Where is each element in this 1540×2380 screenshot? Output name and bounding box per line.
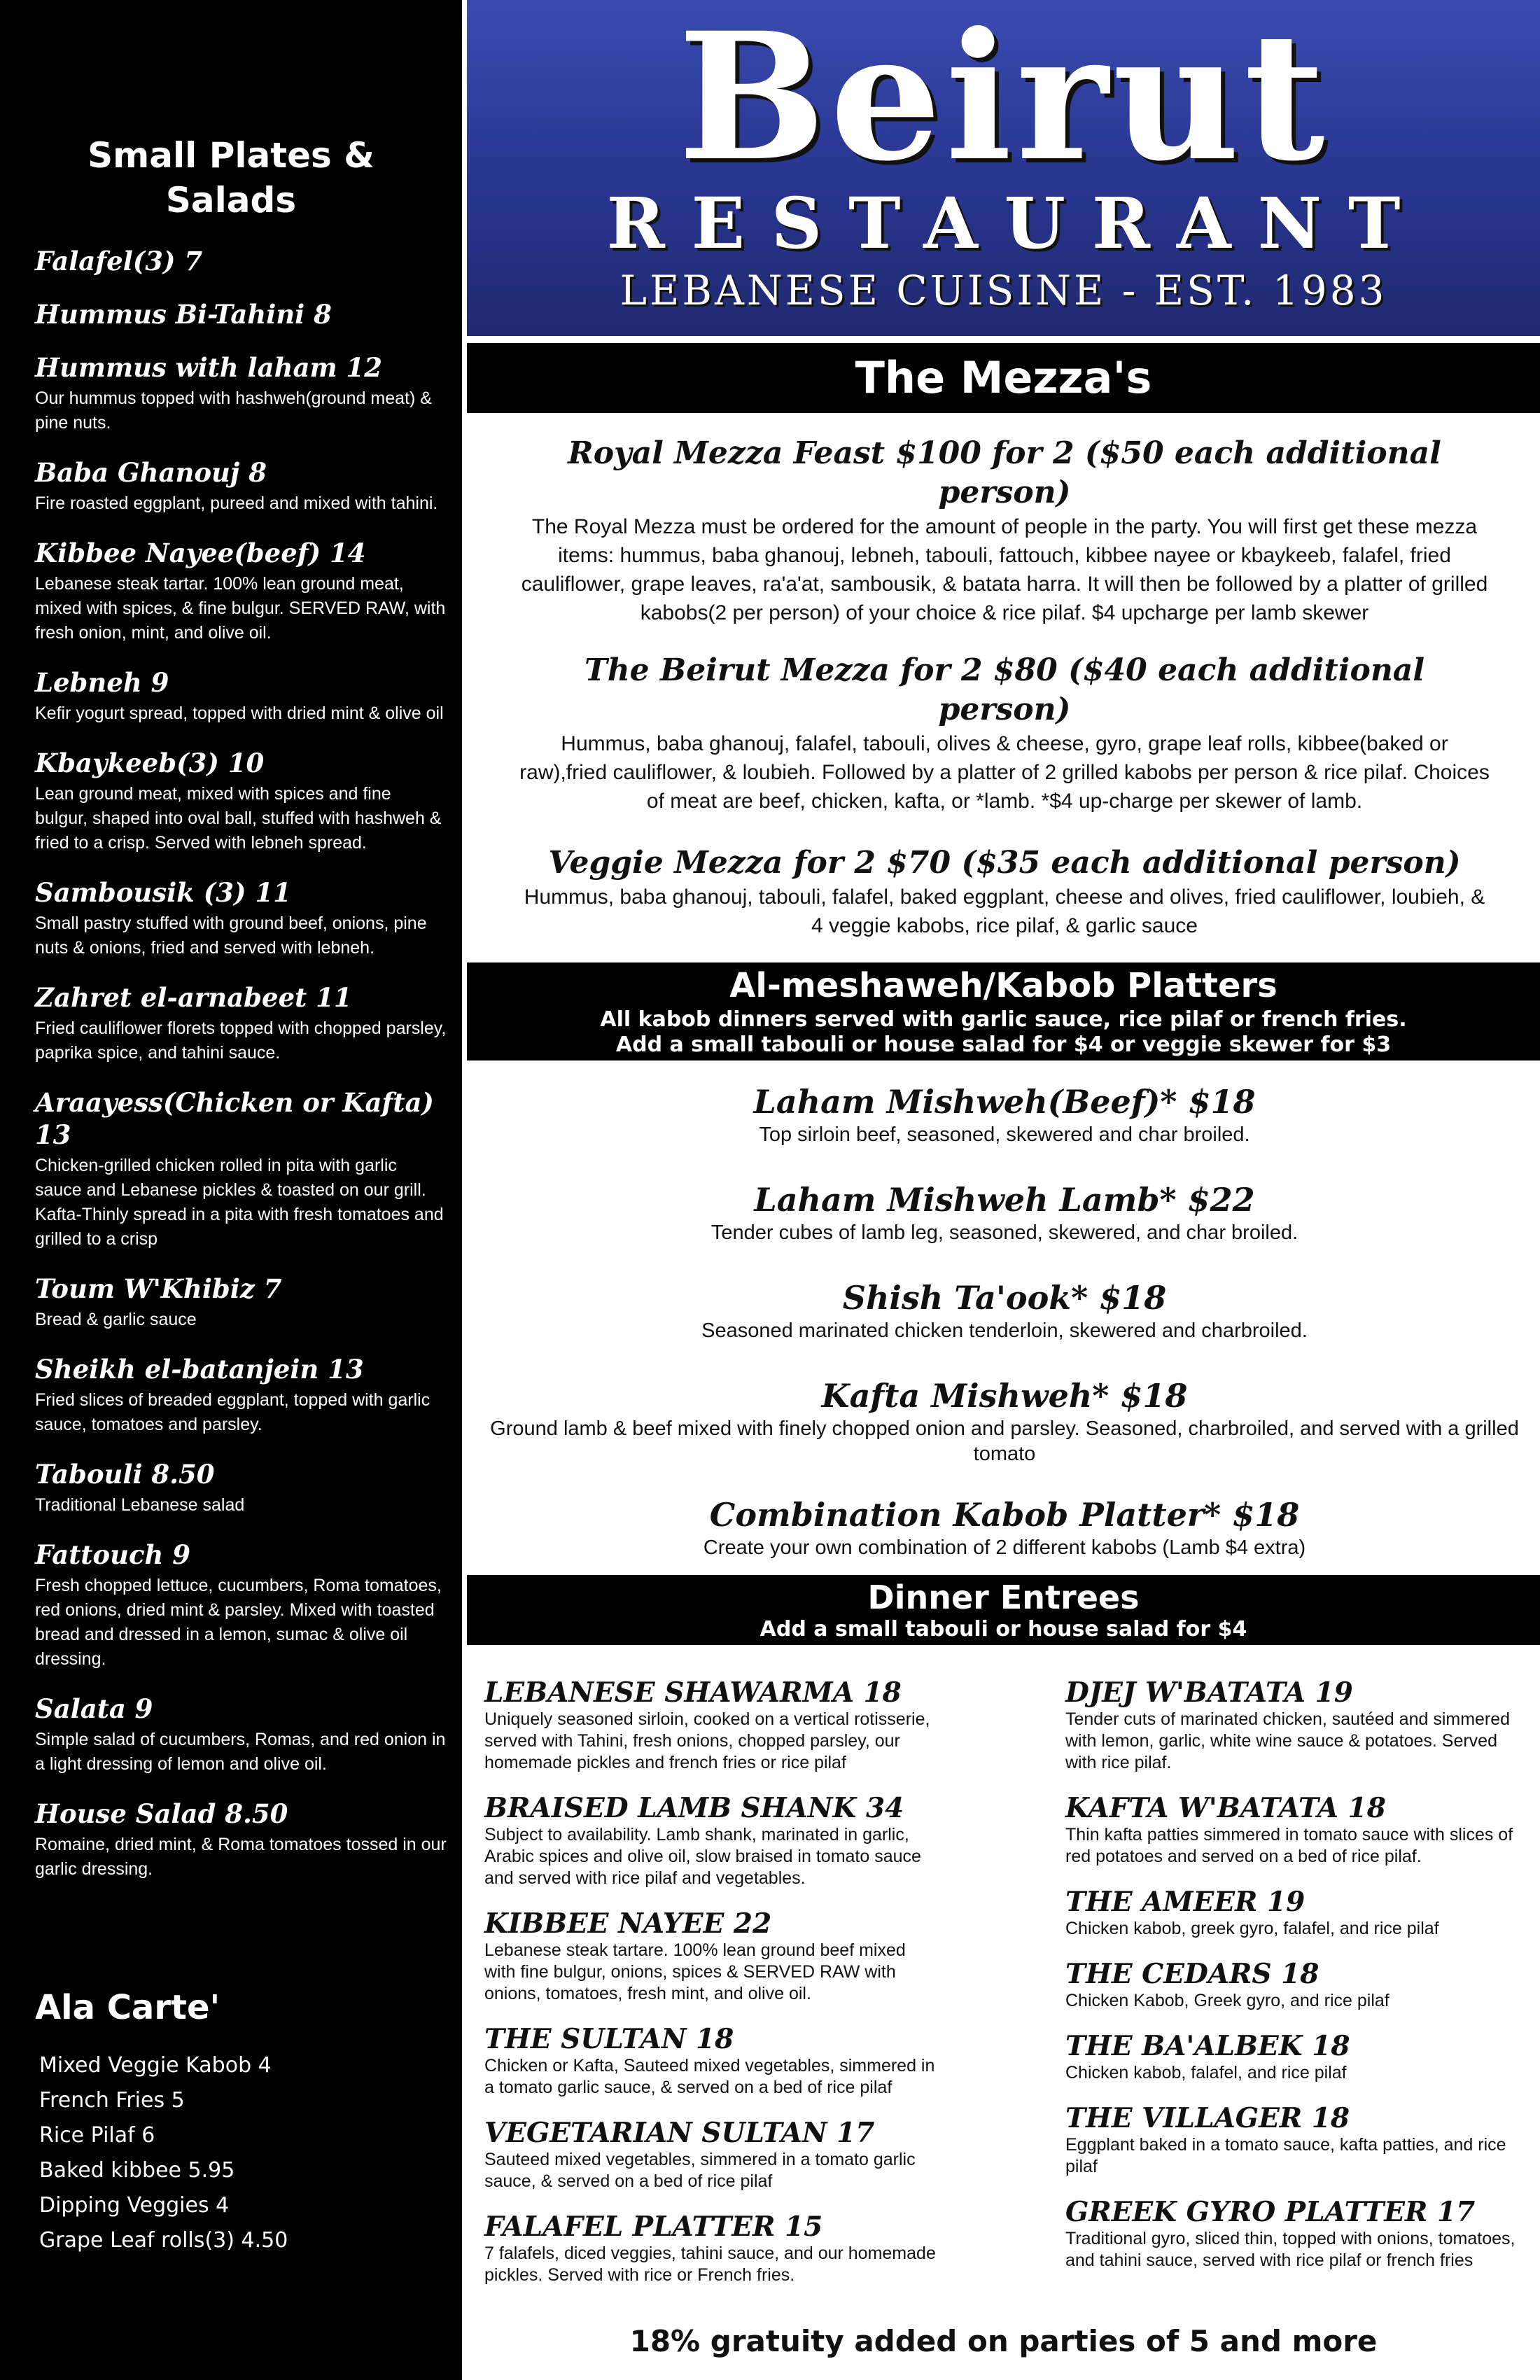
entree-item-name: THE CEDARS 18	[1065, 1958, 1320, 1990]
entree-item-desc: Subject to availability. Lamb shank, marinated in garlic, Arabic spices and olive oil, slow braised in tomato sauce and served with rice pilaf and vegetables.	[484, 1825, 921, 1888]
small-plate-item-name: Zahret el-arnabeet 11	[35, 982, 352, 1013]
ala-carte-list	[35, 2048, 448, 2258]
sidebar-small-plates	[0, 0, 462, 2380]
entree-item	[484, 1907, 939, 2005]
kabob-title: Al-meshaweh/Kabob Platters	[729, 966, 1278, 1005]
entree-item-desc: Thin kafta patties simmered in tomato sauce with slices of red potatoes and served on a bed of rice pilaf.	[1065, 1825, 1513, 1866]
small-plate-item	[35, 747, 448, 855]
small-plate-item-name: Falafel(3) 7	[35, 246, 203, 276]
entree-item	[1065, 2196, 1520, 2272]
small-plate-item-desc: Fire roasted eggplant, pureed and mixed with tahini.	[35, 493, 438, 513]
entree-item-name: FALAFEL PLATTER 15	[484, 2211, 823, 2243]
small-plate-item	[35, 537, 448, 645]
small-plate-item	[35, 245, 448, 277]
entree-item-name: BRAISED LAMB SHANK 34	[484, 1792, 904, 1824]
small-plate-item-name: Hummus Bi-Tahini 8	[35, 299, 332, 330]
small-plate-item-desc: Lean ground meat, mixed with spices and fine bulgur, shaped into oval ball, stuffed with hashweh & fried to a crisp. Served with lebneh spread.	[35, 784, 442, 853]
kabob-item-desc: Seasoned marinated chicken tenderloin, skewered and charbroiled.	[701, 1320, 1308, 1342]
mezza-item	[518, 844, 1491, 940]
small-plate-item	[35, 456, 448, 516]
mezza-item-name: Royal Mezza Feast $100 for 2 ($50 each additional person)	[568, 435, 1441, 510]
small-plate-item-desc: Chicken-grilled chicken rolled in pita with garlic sauce and Lebanese pickles & toasted on our grill. Kafta-Thinly spread in a pita with fresh tomatoes and grilled to a crisp	[35, 1156, 444, 1249]
entree-item-name: THE BA'ALBEK 18	[1065, 2030, 1350, 2062]
small-plate-item-desc: Kefir yogurt spread, topped with dried mint & olive oil	[35, 704, 444, 723]
entree-item	[484, 1792, 939, 1889]
small-plate-item-desc: Lebanese steak tartar. 100% lean ground meat, mixed with spices, & fine bulgur. SERVED RAW, with fresh onion, mint, and olive oil.	[35, 574, 446, 643]
mezza-item	[518, 651, 1491, 816]
entree-item	[484, 1676, 939, 1774]
ala-carte-item: Mixed Veggie Kabob 4	[39, 2053, 272, 2078]
entree-item	[1065, 1958, 1520, 2012]
entree-item-name: KAFTA W'BATATA 18	[1065, 1792, 1386, 1824]
small-plate-item	[35, 981, 448, 1065]
entree-item-desc: Eggplant baked in a tomato sauce, kafta patties, and rice pilaf	[1065, 2135, 1506, 2176]
mezza-title: The Mezza's	[855, 352, 1152, 403]
kabob-item	[490, 1376, 1519, 1466]
small-plate-item-desc: Fried slices of breaded eggplant, topped with garlic sauce, tomatoes and parsley.	[35, 1390, 430, 1434]
ala-carte-item: Rice Pilaf 6	[39, 2123, 155, 2148]
kabob-header-bar	[467, 962, 1540, 1060]
small-plate-item	[35, 1539, 448, 1672]
entree-item-name: GREEK GYRO PLATTER 17	[1065, 2196, 1476, 2228]
mezza-item-desc: Hummus, baba ghanouj, falafel, tabouli, olives & cheese, gyro, grape leaf rolls, kibbee(baked or raw),fried cauliflower, & loubieh. Followed by a platter of 2 grilled kabobs per person & rice pilaf. Choices of meat are beef, chicken, kafta, or *lamb. *$4 up-charge per skewer of lamb.	[519, 732, 1490, 813]
small-plate-item-desc: Traditional Lebanese salad	[35, 1495, 245, 1515]
ala-carte-item: Grape Leaf rolls(3) 4.50	[39, 2228, 288, 2253]
kabob-item-name: Kafta Mishweh* $18	[821, 1377, 1188, 1415]
small-plate-item-name: Salata 9	[35, 1693, 153, 1724]
entree-item	[484, 2023, 939, 2099]
ala-carte-section	[35, 1988, 448, 2258]
small-plate-item-name: Tabouli 8.50	[35, 1459, 215, 1490]
mezza-item-name: Veggie Mezza for 2 $70 ($35 each additional person)	[548, 845, 1461, 881]
mezza-item	[518, 434, 1491, 627]
gratuity-note: 18% gratuity added on parties of 5 and more	[629, 2324, 1378, 2358]
entree-item-desc: Uniquely seasoned sirloin, cooked on a vertical rotisserie, served with Tahini, fresh onions, chopped parsley, our homemade pickles and french fries or rice pilaf	[484, 1709, 930, 1772]
small-plate-item	[35, 1086, 448, 1252]
ala-carte-item: Baked kibbee 5.95	[39, 2158, 235, 2183]
entree-item-desc: Chicken or Kafta, Sauteed mixed vegetables, simmered in a tomato garlic sauce, & served on a bed of rice pilaf	[484, 2056, 935, 2097]
mezza-item-desc: The Royal Mezza must be ordered for the amount of people in the party. You will first get these mezza items: hummus, baba ghanouj, lebneh, tabouli, fattouch, kibbee nayee or kbaykeeb, falafel, fried cauliflower, grape leaves, ra'a'at, sambousik, & batata harra. It will then be followed by a platter of grilled kabobs(2 per person) of your choice & rice pilaf. $4 upcharge per lamb skewer	[521, 515, 1488, 624]
small-plate-item-desc: Our hummus topped with hashweh(ground meat) & pine nuts.	[35, 388, 432, 433]
logo-tagline: LEBANESE CUISINE - EST. 1983	[620, 267, 1387, 314]
entrees-header-bar	[467, 1575, 1540, 1645]
entree-item-desc: Traditional gyro, sliced thin, topped with onions, tomatoes, and tahini sauce, served with rice pilaf or french fries	[1065, 2229, 1516, 2270]
small-plate-item-name: Kbaykeeb(3) 10	[35, 748, 265, 778]
kabob-item	[490, 1278, 1519, 1343]
kabob-item	[490, 1082, 1519, 1147]
kabob-subtitle-1: All kabob dinners served with garlic sauce, rice pilaf or french fries.	[600, 1007, 1407, 1032]
restaurant-logo	[467, 0, 1540, 336]
small-plates-title: Small Plates & Salads	[88, 135, 374, 220]
kabob-item-desc: Ground lamb & beef mixed with finely chopped onion and parsley. Seasoned, charbroiled, and served with a grilled tomato	[490, 1418, 1519, 1465]
entree-item-desc: 7 falafels, diced veggies, tahini sauce, and our homemade pickles. Served with rice or French fries.	[484, 2244, 936, 2285]
small-plate-item-name: Sambousik (3) 11	[35, 877, 291, 908]
entree-item	[1065, 1792, 1520, 1868]
mezza-item-name: The Beirut Mezza for 2 $80 ($40 each additional person)	[584, 652, 1425, 727]
entree-item	[484, 2117, 939, 2192]
kabob-item-name: Laham Mishweh(Beef)* $18	[753, 1083, 1256, 1121]
ala-carte-title: Ala Carte'	[35, 1988, 220, 2027]
small-plate-item-name: Kibbee Nayee(beef) 14	[35, 538, 366, 568]
entree-item-desc: Tender cuts of marinated chicken, sautéed and simmered with lemon, garlic, white wine sauce & potatoes. Served with rice pilaf.	[1065, 1709, 1511, 1772]
entree-item	[484, 2211, 939, 2286]
small-plate-item-desc: Small pastry stuffed with ground beef, onions, pine nuts & onions, fried and served with lebneh.	[35, 913, 427, 958]
entree-item-desc: Sauteed mixed vegetables, simmered in a tomato garlic sauce, & served on a bed of rice pilaf	[484, 2150, 916, 2191]
logo-word: RESTAURANT	[606, 182, 1427, 265]
small-plate-item	[35, 876, 448, 960]
mezza-header-bar	[467, 343, 1540, 413]
small-plate-item	[35, 298, 448, 330]
small-plate-item-name: House Salad 8.50	[35, 1798, 288, 1829]
entree-item-name: KIBBEE NAYEE 22	[484, 1907, 772, 1940]
kabob-item-desc: Create your own combination of 2 different kabobs (Lamb $4 extra)	[703, 1536, 1306, 1559]
kabob-item	[490, 1180, 1519, 1245]
entree-item	[1065, 2030, 1520, 2084]
small-plate-item-name: Toum W'Khibiz 7	[35, 1273, 282, 1304]
entrees-subtitle: Add a small tabouli or house salad for $4	[760, 1617, 1247, 1642]
small-plate-item-name: Baba Ghanouj 8	[35, 457, 267, 488]
small-plate-item-name: Hummus with laham 12	[35, 352, 382, 383]
kabob-item-name: Combination Kabob Platter* $18	[709, 1496, 1300, 1534]
kabob-item-desc: Top sirloin beef, seasoned, skewered and char broiled.	[759, 1124, 1250, 1146]
small-plate-item	[35, 1273, 448, 1332]
kabob-item-name: Laham Mishweh Lamb* $22	[754, 1181, 1255, 1219]
small-plate-item	[35, 666, 448, 726]
entree-item	[1065, 1886, 1520, 1940]
small-plate-item-desc: Fried cauliflower florets topped with chopped parsley, paprika spice, and tahini sauce.	[35, 1018, 447, 1063]
entree-item-desc: Chicken kabob, greek gyro, falafel, and rice pilaf	[1065, 1919, 1439, 1938]
small-plate-item	[35, 1353, 448, 1437]
small-plate-item-desc: Fresh chopped lettuce, cucumbers, Roma tomatoes, red onions, dried mint & parsley. Mixed with toasted bread and dressed in a lemon, sumac & olive oil dressing.	[35, 1576, 442, 1669]
kabob-item-name: Shish Ta'ook* $18	[842, 1279, 1167, 1317]
small-plate-item-desc: Romaine, dried mint, & Roma tomatoes tossed in our garlic dressing.	[35, 1835, 447, 1879]
entree-item	[1065, 2102, 1520, 2178]
entree-item-desc: Chicken kabob, falafel, and rice pilaf	[1065, 2063, 1347, 2082]
small-plate-item	[35, 1798, 448, 1882]
small-plate-item	[35, 351, 448, 435]
small-plate-item-name: Araayess(Chicken or Kafta) 13	[35, 1087, 434, 1150]
small-plate-item-name: Lebneh 9	[35, 667, 169, 698]
ala-carte-item: French Fries 5	[39, 2088, 185, 2113]
entree-item	[1065, 1676, 1520, 1774]
mezza-item-desc: Hummus, baba ghanouj, tabouli, falafel, baked eggplant, cheese and olives, fried cauliflower, loubieh, & 4 veggie kabobs, rice pilaf, & garlic sauce	[524, 886, 1485, 937]
entree-item-name: THE VILLAGER 18	[1065, 2102, 1350, 2134]
entree-item-name: VEGETARIAN SULTAN 17	[484, 2117, 875, 2149]
entree-item-name: DJEJ W'BATATA 19	[1065, 1676, 1353, 1709]
entree-item-desc: Lebanese steak tartare. 100% lean ground beef mixed with fine bulgur, onions, spices & SERVED RAW with onions, tomatoes, fresh mint, and olive oil.	[484, 1940, 906, 2003]
entree-item-desc: Chicken Kabob, Greek gyro, and rice pilaf	[1065, 1991, 1390, 2010]
small-plate-item	[35, 1458, 448, 1518]
ala-carte-item: Dipping Veggies 4	[39, 2193, 230, 2218]
entree-item-name: LEBANESE SHAWARMA 18	[484, 1676, 902, 1709]
kabob-subtitle-2: Add a small tabouli or house salad for $4 or veggie skewer for $3	[615, 1032, 1392, 1057]
entrees-right-column	[1065, 1676, 1520, 2290]
small-plate-item-desc: Simple salad of cucumbers, Romas, and red onion in a light dressing of lemon and olive oil.	[35, 1730, 446, 1774]
entree-item-name: THE AMEER 19	[1065, 1886, 1306, 1918]
small-plates-list	[35, 245, 448, 1903]
small-plate-item-name: Fattouch 9	[35, 1539, 191, 1570]
kabob-item	[490, 1494, 1519, 1560]
kabob-item-desc: Tender cubes of lamb leg, seasoned, skewered, and char broiled.	[710, 1222, 1298, 1244]
entrees-left-column	[484, 1676, 939, 2304]
small-plate-item-name: Sheikh el-batanjein 13	[35, 1354, 364, 1385]
small-plate-item-desc: Bread & garlic sauce	[35, 1310, 197, 1329]
logo-name: Beirut	[678, 0, 1329, 200]
entrees-title: Dinner Entrees	[867, 1578, 1140, 1616]
small-plate-item	[35, 1693, 448, 1777]
entree-item-name: THE SULTAN 18	[484, 2023, 734, 2055]
